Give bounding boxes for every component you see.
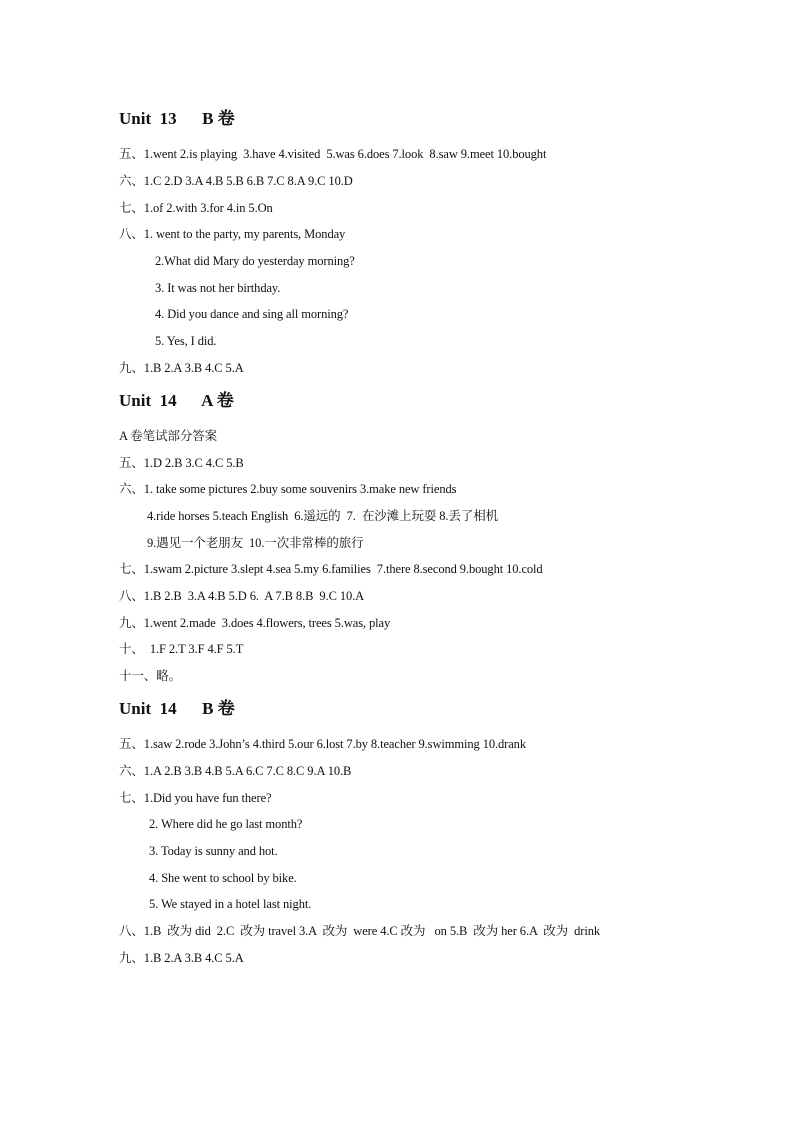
answer-line: 六、1.A 2.B 3.B 4.B 5.A 6.C 7.C 8.C 9.A 10.B [119, 764, 352, 778]
answer-line: 七、1.of 2.with 3.for 4.in 5.On [119, 201, 273, 215]
unit-13-b-heading: Unit 13 B 卷 [119, 109, 235, 128]
unit-14-a-heading: Unit 14 A 卷 [119, 391, 234, 410]
answer-line: 七、1.Did you have fun there? [119, 791, 272, 805]
answer-line: 五、1.saw 2.rode 3.John’s 4.third 5.our 6.lost 7.by 8.teacher 9.swimming 10.drank [119, 737, 526, 751]
answer-line: 5. Yes, I did. [155, 334, 217, 348]
answer-line: 3. Today is sunny and hot. [149, 844, 278, 858]
answer-line: 2. Where did he go last month? [149, 817, 303, 831]
answer-line: 9.遇见一个老朋友 10.一次非常棒的旅行 [147, 536, 364, 550]
answer-line: 八、1.B 改为 did 2.C 改为 travel 3.A 改为 were 4.C 改为 on 5.B 改为 her 6.A 改为 drink [119, 924, 601, 938]
answer-line: 十、 1.F 2.T 3.F 4.F 5.T [119, 642, 244, 656]
answer-line: 九、1.went 2.made 3.does 4.flowers, trees 5.was, play [119, 616, 391, 630]
answer-line: 九、1.B 2.A 3.B 4.C 5.A [119, 951, 244, 965]
answer-line: 5. We stayed in a hotel last night. [149, 897, 312, 911]
answer-line: 七、1.swam 2.picture 3.slept 4.sea 5.my 6.families 7.there 8.second 9.bought 10.cold [119, 562, 543, 576]
section-subtitle: A 卷笔试部分答案 [119, 429, 218, 443]
answer-line: 八、1. went to the party, my parents, Monday [119, 227, 346, 241]
answer-line: 4. She went to school by bike. [149, 871, 297, 885]
answer-line: 五、1.went 2.is playing 3.have 4.visited 5.was 6.does 7.look 8.saw 9.meet 10.bought [119, 147, 547, 161]
unit-14-b-heading: Unit 14 B 卷 [119, 699, 235, 718]
answer-line: 五、1.D 2.B 3.C 4.C 5.B [119, 456, 244, 470]
answer-line: 4. Did you dance and sing all morning? [155, 307, 349, 321]
answer-line: 六、1. take some pictures 2.buy some souvenirs 3.make new friends [119, 482, 457, 496]
answer-line: 2.What did Mary do yesterday morning? [155, 254, 355, 268]
answer-line: 十一、略。 [119, 669, 182, 683]
answer-line: 4.ride horses 5.teach English 6.遥远的 7. 在沙滩上玩耍 8.丢了相机 [147, 509, 499, 523]
answer-line: 八、1.B 2.B 3.A 4.B 5.D 6. A 7.B 8.B 9.C 10.A [119, 589, 365, 603]
answer-line: 六、1.C 2.D 3.A 4.B 5.B 6.B 7.C 8.A 9.C 10.D [119, 174, 353, 188]
answer-line: 3. It was not her birthday. [155, 281, 281, 295]
answer-line: 九、1.B 2.A 3.B 4.C 5.A [119, 361, 244, 375]
